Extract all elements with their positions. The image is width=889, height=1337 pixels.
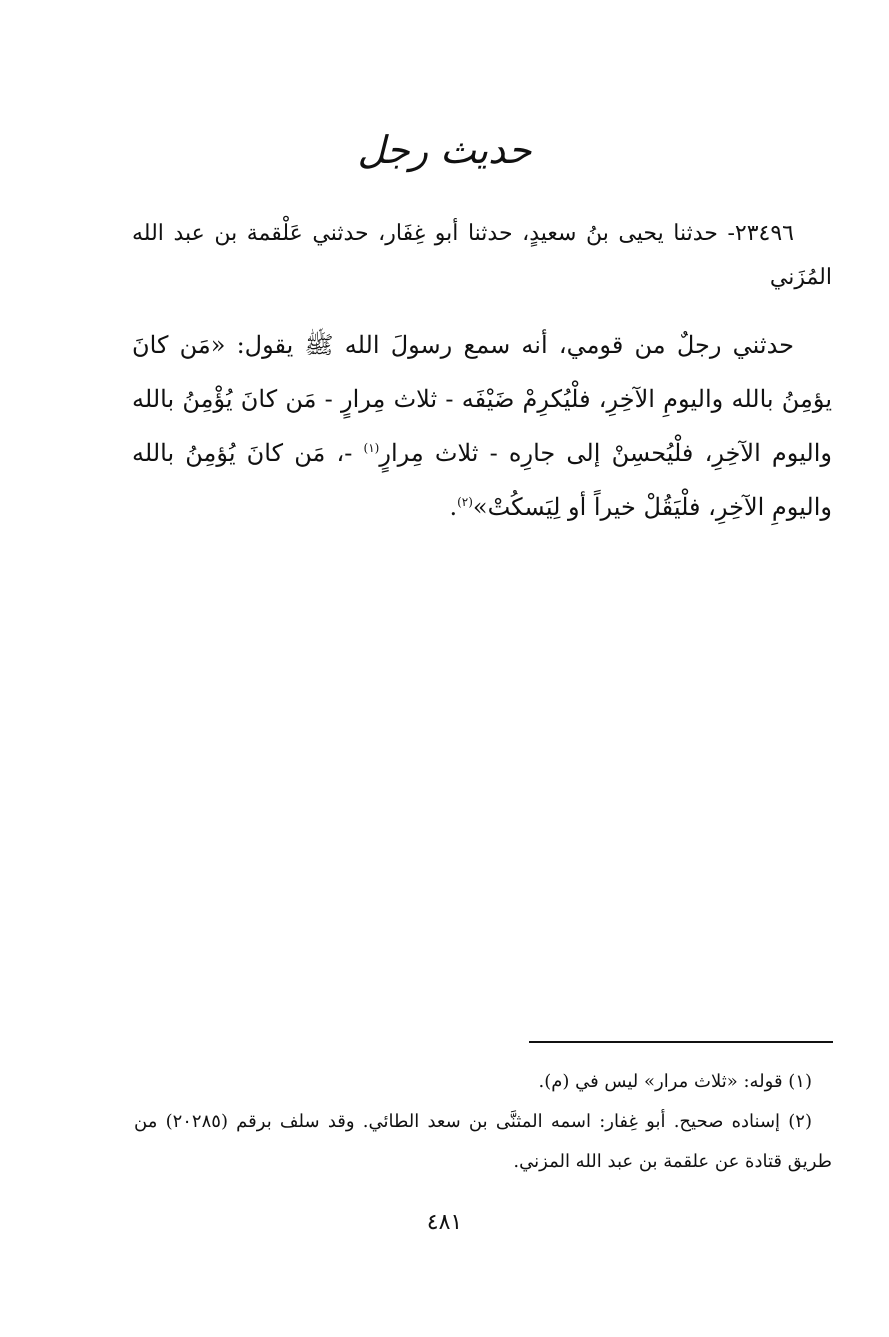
matn-text-part2: -، مَن كانَ يُؤمِنُ بالله واليومِ الآخِرِ، فلْيَقُلْ خيراً أو لِيَسكُتْ» <box>132 439 832 521</box>
footnote-divider <box>529 1041 833 1043</box>
footnote-2-text: (٢) إسناده صحيح. أبو غِفار: اسمه المثنَّى بن سعد الطائي. وقد سلف برقم (٢٠٢٨٥) من طريق قتادة عن علقمة بن عبد الله المزني. <box>134 1111 832 1172</box>
footnote-1 <box>134 1062 832 1102</box>
hadith-matn <box>132 318 832 534</box>
footnote-ref-2[interactable]: (٢) <box>457 495 473 509</box>
footnote-ref-1[interactable]: (١) <box>363 441 380 455</box>
matn-text-part1: حدثني رجلٌ من قومي، أنه سمع رسولَ الله ﷺ يقول: «مَن كانَ يؤمِنُ بالله واليومِ الآخِرِ، فلْيُكرِمْ ضَيْفَه - ثلاث مِرارٍ - مَن كانَ يُؤْمِنُ بالله واليوم الآخِرِ، فلْيُحسِنْ إلى جارِه - ثلاث مِرارٍ <box>132 331 832 467</box>
matn-text-end: . <box>449 493 458 521</box>
footnotes <box>134 1062 832 1182</box>
hadith-isnad <box>132 212 832 300</box>
isnad-text: ٢٣٤٩٦- حدثنا يحيى بنُ سعيدٍ، حدثنا أبو غِفَار، حدثني عَلْقمة بن عبد الله المُزَني <box>132 221 832 290</box>
page-number: ٤٨١ <box>426 1210 463 1235</box>
footnote-1-text: (١) قوله: «ثلاث مرار» ليس في (م). <box>538 1071 812 1092</box>
footnote-2 <box>134 1102 832 1182</box>
chapter-heading: حديث رجل <box>357 128 532 172</box>
